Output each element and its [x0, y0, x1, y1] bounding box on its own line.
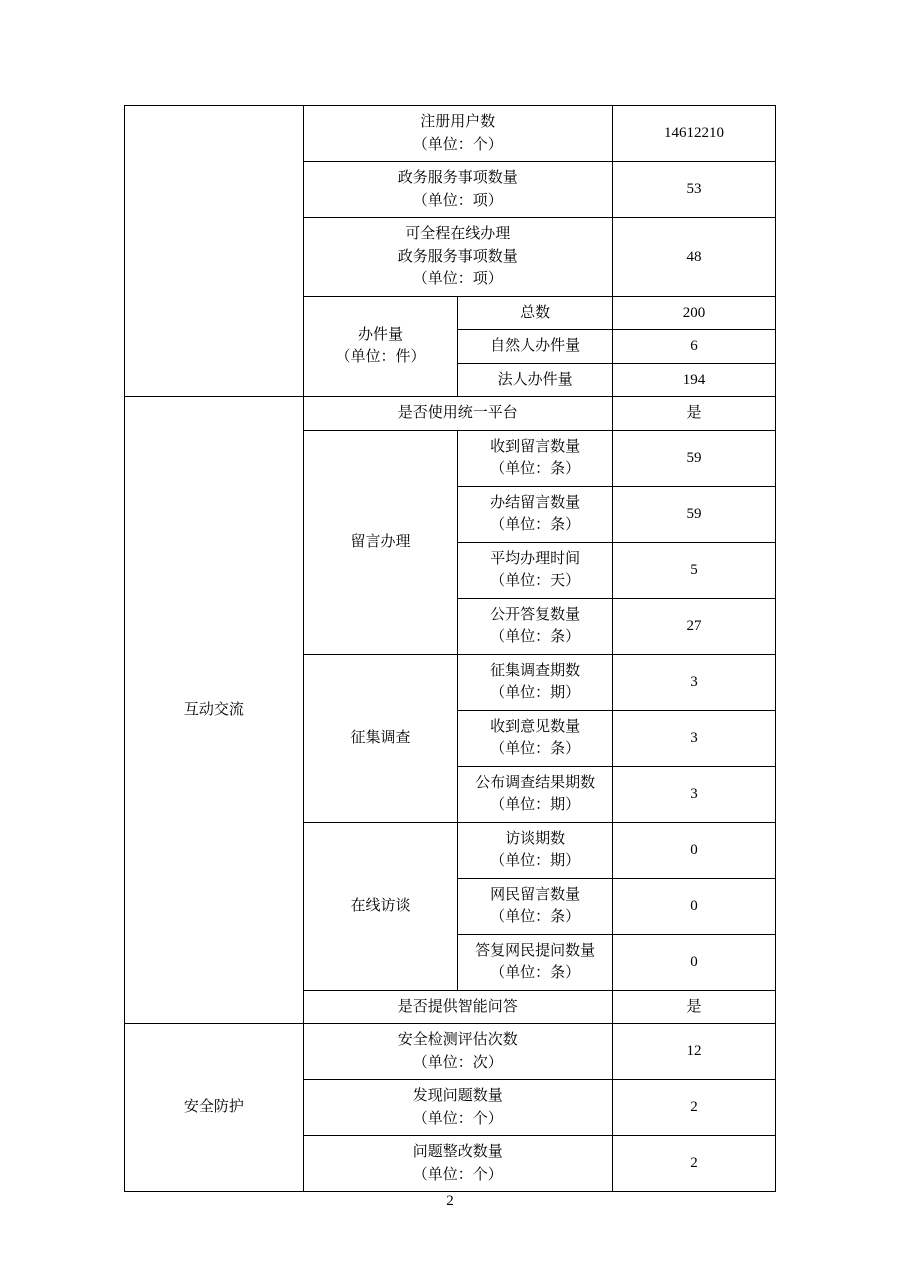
table-row — [125, 106, 776, 162]
sub-label-line2: （单位：条） — [490, 965, 581, 981]
sub-item-cell-netizen-messages — [458, 878, 613, 934]
value-cell-messages-received: 59 — [612, 430, 775, 486]
sub-item-cell-survey-periods — [458, 654, 613, 710]
sub-item-cell-public-replies — [458, 598, 613, 654]
value-cell-registered-users: 14612210 — [612, 106, 775, 162]
sub-item-cell-messages-received — [458, 430, 613, 486]
sub-label-line2: （单位：条） — [490, 517, 581, 533]
sub-label-line1: 访谈期数 — [505, 830, 566, 847]
sub-label-line1: 收到留言数量 — [490, 438, 581, 455]
item-label-line1: 发现问题数量 — [412, 1088, 503, 1104]
item-label-line1: 可全程在线办理 — [405, 226, 511, 242]
sub-item-cell-interview-periods — [458, 822, 613, 878]
sub-item-cell-average-handling-time — [458, 542, 613, 598]
sub-label-line2: （单位：条） — [490, 629, 581, 645]
category-cell-interaction: 互动交流 — [125, 397, 304, 1024]
category-cell-online-service — [125, 106, 304, 397]
value-cell-messages-completed: 59 — [612, 486, 775, 542]
sub-item-cell-published-survey-results — [458, 766, 613, 822]
sub-label-line1: 公布调查结果期数 — [475, 774, 596, 791]
item-label-line2: （单位：个） — [412, 1166, 503, 1183]
value-cell-published-survey-results: 3 — [612, 766, 775, 822]
item-cell-registered-users — [303, 106, 612, 162]
value-cell-public-replies: 27 — [612, 598, 775, 654]
sub-item-cell-netizen-questions-answered — [458, 934, 613, 990]
item-label-line2: （单位：个） — [412, 136, 503, 153]
sub-label-line2: （单位：天） — [490, 573, 581, 589]
value-cell-fully-online-service-items: 48 — [612, 218, 775, 297]
value-cell-opinions-received: 3 — [612, 710, 775, 766]
item-cell-unified-platform: 是否使用统一平台 — [303, 397, 612, 431]
item-cell-security-assessments — [303, 1024, 612, 1080]
sub-label-line1: 办结留言数量 — [490, 494, 581, 511]
value-cell-legal-person-cases: 194 — [612, 363, 775, 397]
item-cell-issues-rectified — [303, 1136, 612, 1192]
sub-label-line2: （单位：条） — [490, 461, 581, 477]
value-cell-security-assessments: 12 — [612, 1024, 775, 1080]
item-cell-fully-online-service-items — [303, 218, 612, 297]
item-label-line2: （单位：个） — [412, 1110, 503, 1127]
item-label-line3: （单位：项） — [412, 271, 503, 287]
item-cell-issues-found — [303, 1080, 612, 1136]
value-cell-service-items-count: 53 — [612, 162, 775, 218]
sub-label-line2: （单位：条） — [490, 909, 581, 925]
value-cell-issues-found: 2 — [612, 1080, 775, 1136]
value-cell-interview-periods: 0 — [612, 822, 775, 878]
value-cell-issues-rectified: 2 — [612, 1136, 775, 1192]
sub-item-cell-messages-completed — [458, 486, 613, 542]
sub-label-line2: （单位：期） — [490, 685, 581, 701]
item-label-line1: 政务服务事项数量 — [397, 170, 518, 186]
table-row — [125, 1024, 776, 1080]
item-label-line2: （单位：件） — [335, 349, 426, 366]
government-affairs-statistics-table — [124, 105, 776, 1192]
value-cell-natural-person-cases: 6 — [612, 330, 775, 364]
sub-item-cell-total: 总数 — [458, 296, 613, 330]
value-cell-average-handling-time: 5 — [612, 542, 775, 598]
value-cell-netizen-questions-answered: 0 — [612, 934, 775, 990]
value-cell-survey-periods: 3 — [612, 654, 775, 710]
page-number: 2 — [446, 1193, 454, 1209]
value-cell-netizen-messages: 0 — [612, 878, 775, 934]
item-cell-case-volume — [303, 296, 458, 397]
sub-label-line1: 平均办理时间 — [490, 550, 581, 567]
table-row — [125, 397, 776, 431]
item-cell-surveys: 征集调查 — [303, 654, 458, 822]
sub-label-line1: 网民留言数量 — [490, 886, 581, 903]
value-cell-total: 200 — [612, 296, 775, 330]
item-cell-online-interviews: 在线访谈 — [303, 822, 458, 990]
sub-item-cell-natural-person-cases: 自然人办件量 — [458, 330, 613, 364]
item-label-line1: 办件量 — [358, 326, 404, 343]
sub-label-line2: （单位：条） — [490, 741, 581, 757]
item-cell-smart-qa: 是否提供智能问答 — [303, 990, 612, 1024]
item-label-line1: 问题整改数量 — [412, 1144, 503, 1160]
sub-label-line1: 公开答复数量 — [490, 606, 581, 623]
value-cell-unified-platform: 是 — [612, 397, 775, 431]
sub-label-line2: （单位：期） — [490, 853, 581, 869]
sub-item-cell-legal-person-cases: 法人办件量 — [458, 363, 613, 397]
sub-label-line1: 征集调查期数 — [490, 662, 581, 679]
category-cell-security: 安全防护 — [125, 1024, 304, 1192]
item-cell-message-handling: 留言办理 — [303, 430, 458, 654]
sub-label-line1: 答复网民提问数量 — [475, 942, 596, 959]
item-label-line2: 政务服务事项数量 — [397, 248, 518, 265]
value-cell-smart-qa: 是 — [612, 990, 775, 1024]
sub-item-cell-opinions-received — [458, 710, 613, 766]
item-label-line1: 安全检测评估次数 — [397, 1032, 518, 1048]
table-body — [125, 106, 776, 1192]
item-label-line1: 注册用户数 — [420, 114, 496, 130]
item-label-line2: （单位：项） — [412, 192, 503, 209]
item-cell-service-items-count — [303, 162, 612, 218]
sub-label-line2: （单位：期） — [490, 797, 581, 813]
sub-label-line1: 收到意见数量 — [490, 718, 581, 735]
item-label-line2: （单位：次） — [412, 1054, 503, 1071]
